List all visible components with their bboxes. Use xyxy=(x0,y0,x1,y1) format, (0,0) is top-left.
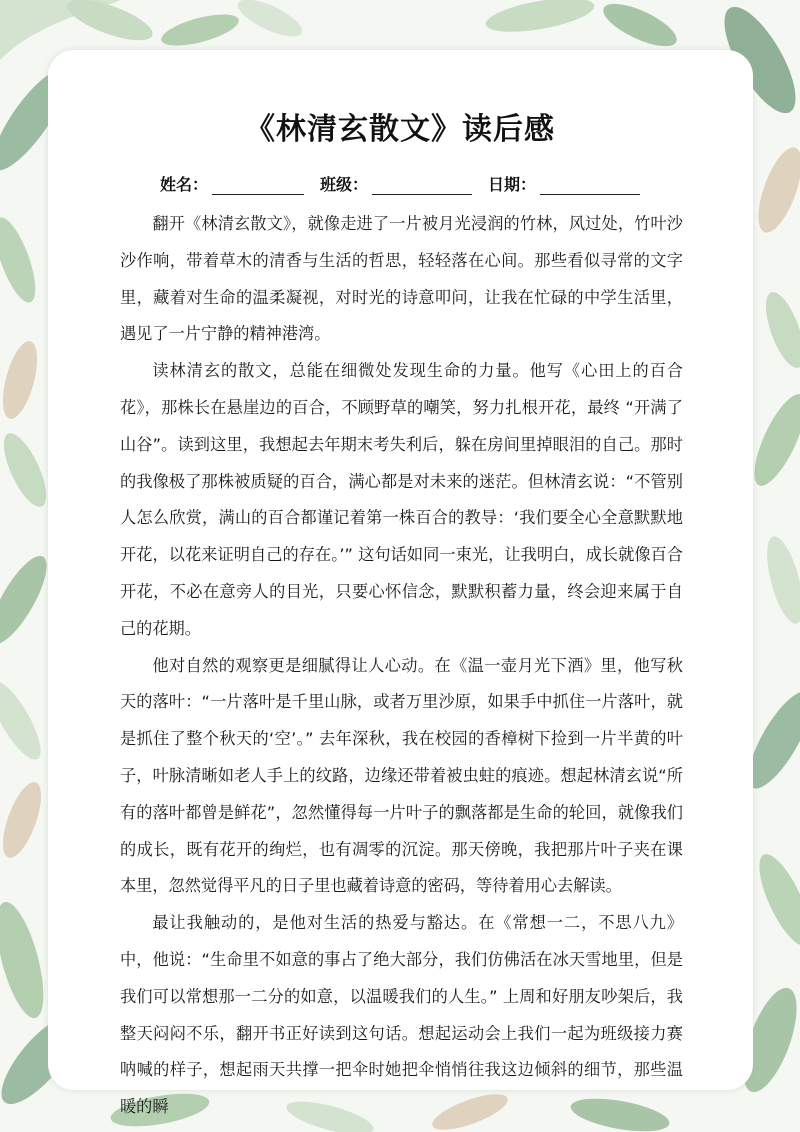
class-blank-line xyxy=(372,176,472,195)
class-field xyxy=(320,172,472,195)
paragraph-4: 最让我触动的，是他对生活的热爱与豁达。在《常想一二，不思八九》中，他说：“生命里不如意的事占了绝大部分，我们仿佛活在冰天雪地里，但是我们可以常想那一二分的如意，以温暖我们的人生。” 上周和好朋友吵架后，我整天闷闷不乐，翻开书正好读到这句话。想起运动会上我们一起为班级接力赛呐喊的样子，想起雨天共撑一把伞时她把伞悄悄往我这边倾斜的细节，那些温暖的瞬 xyxy=(120,913,683,1117)
paragraph-2: 读林清玄的散文，总能在细微处发现生命的力量。他写《心田上的百合花》，那株长在悬崖边的百合，不顾野草的嘲笑，努力扎根开花，最终 “开满了山谷”。读到这里，我想起去年期末考失利后，躲在房间里掉眼泪的自己。那时的我像极了那株被质疑的百合，满心都是对未来的迷茫。但林清玄说：“不管别人怎么欣赏，满山的百合都谨记着第一株百合的教导：‘我们要全心全意默默地开花，以花来证明自己的存在。’” 这句话如同一束光，让我明白，成长就像百合开花，不必在意旁人的目光，只要心怀信念，默默积蓄力量，终会迎来属于自己的花期。 xyxy=(120,361,683,638)
name-field xyxy=(160,172,304,195)
document-title: 《林清玄散文》读后感 xyxy=(245,112,555,147)
date-label: 日期： xyxy=(488,175,537,194)
paragraph-3: 他对自然的观察更是细腻得让人心动。在《温一壶月光下酒》里，他写秋天的落叶：“一片落叶是千里山脉，或者万里沙原，如果手中抓住一片落叶，就是抓住了整个秋天的‘空’。” 去年深秋，我在校园的香樟树下捡到一片半黄的叶子，叶脉清晰如老人手上的纹路，边缘还带着被虫蛀的痕迹。想起林清玄说“所有的落叶都曾是鲜花”，忽然懂得每一片叶子的飘落都是生命的轮回，就像我们的成长，既有花开的绚烂，也有凋零的沉淀。那天傍晚，我把那片叶子夹在课本里，忽然觉得平凡的日子里也藏着诗意的密码，等待着用心去解读。 xyxy=(120,655,683,896)
date-blank-line xyxy=(540,176,640,195)
date-field xyxy=(488,172,640,195)
name-label: 姓名： xyxy=(159,175,208,194)
name-blank-line xyxy=(212,176,304,195)
student-info-row xyxy=(0,172,800,195)
essay-body xyxy=(120,206,683,1126)
paragraph-1: 翻开《林清玄散文》，就像走进了一片被月光浸润的竹林，风过处，竹叶沙沙作响，带着草木的清香与生活的哲思，轻轻落在心间。那些看似寻常的文字里，藏着对生命的温柔凝视，对时光的诗意叩问，让我在忙碌的中学生活里，遇见了一片宁静的精神港湾。 xyxy=(120,214,683,344)
class-label: 班级： xyxy=(319,175,368,194)
